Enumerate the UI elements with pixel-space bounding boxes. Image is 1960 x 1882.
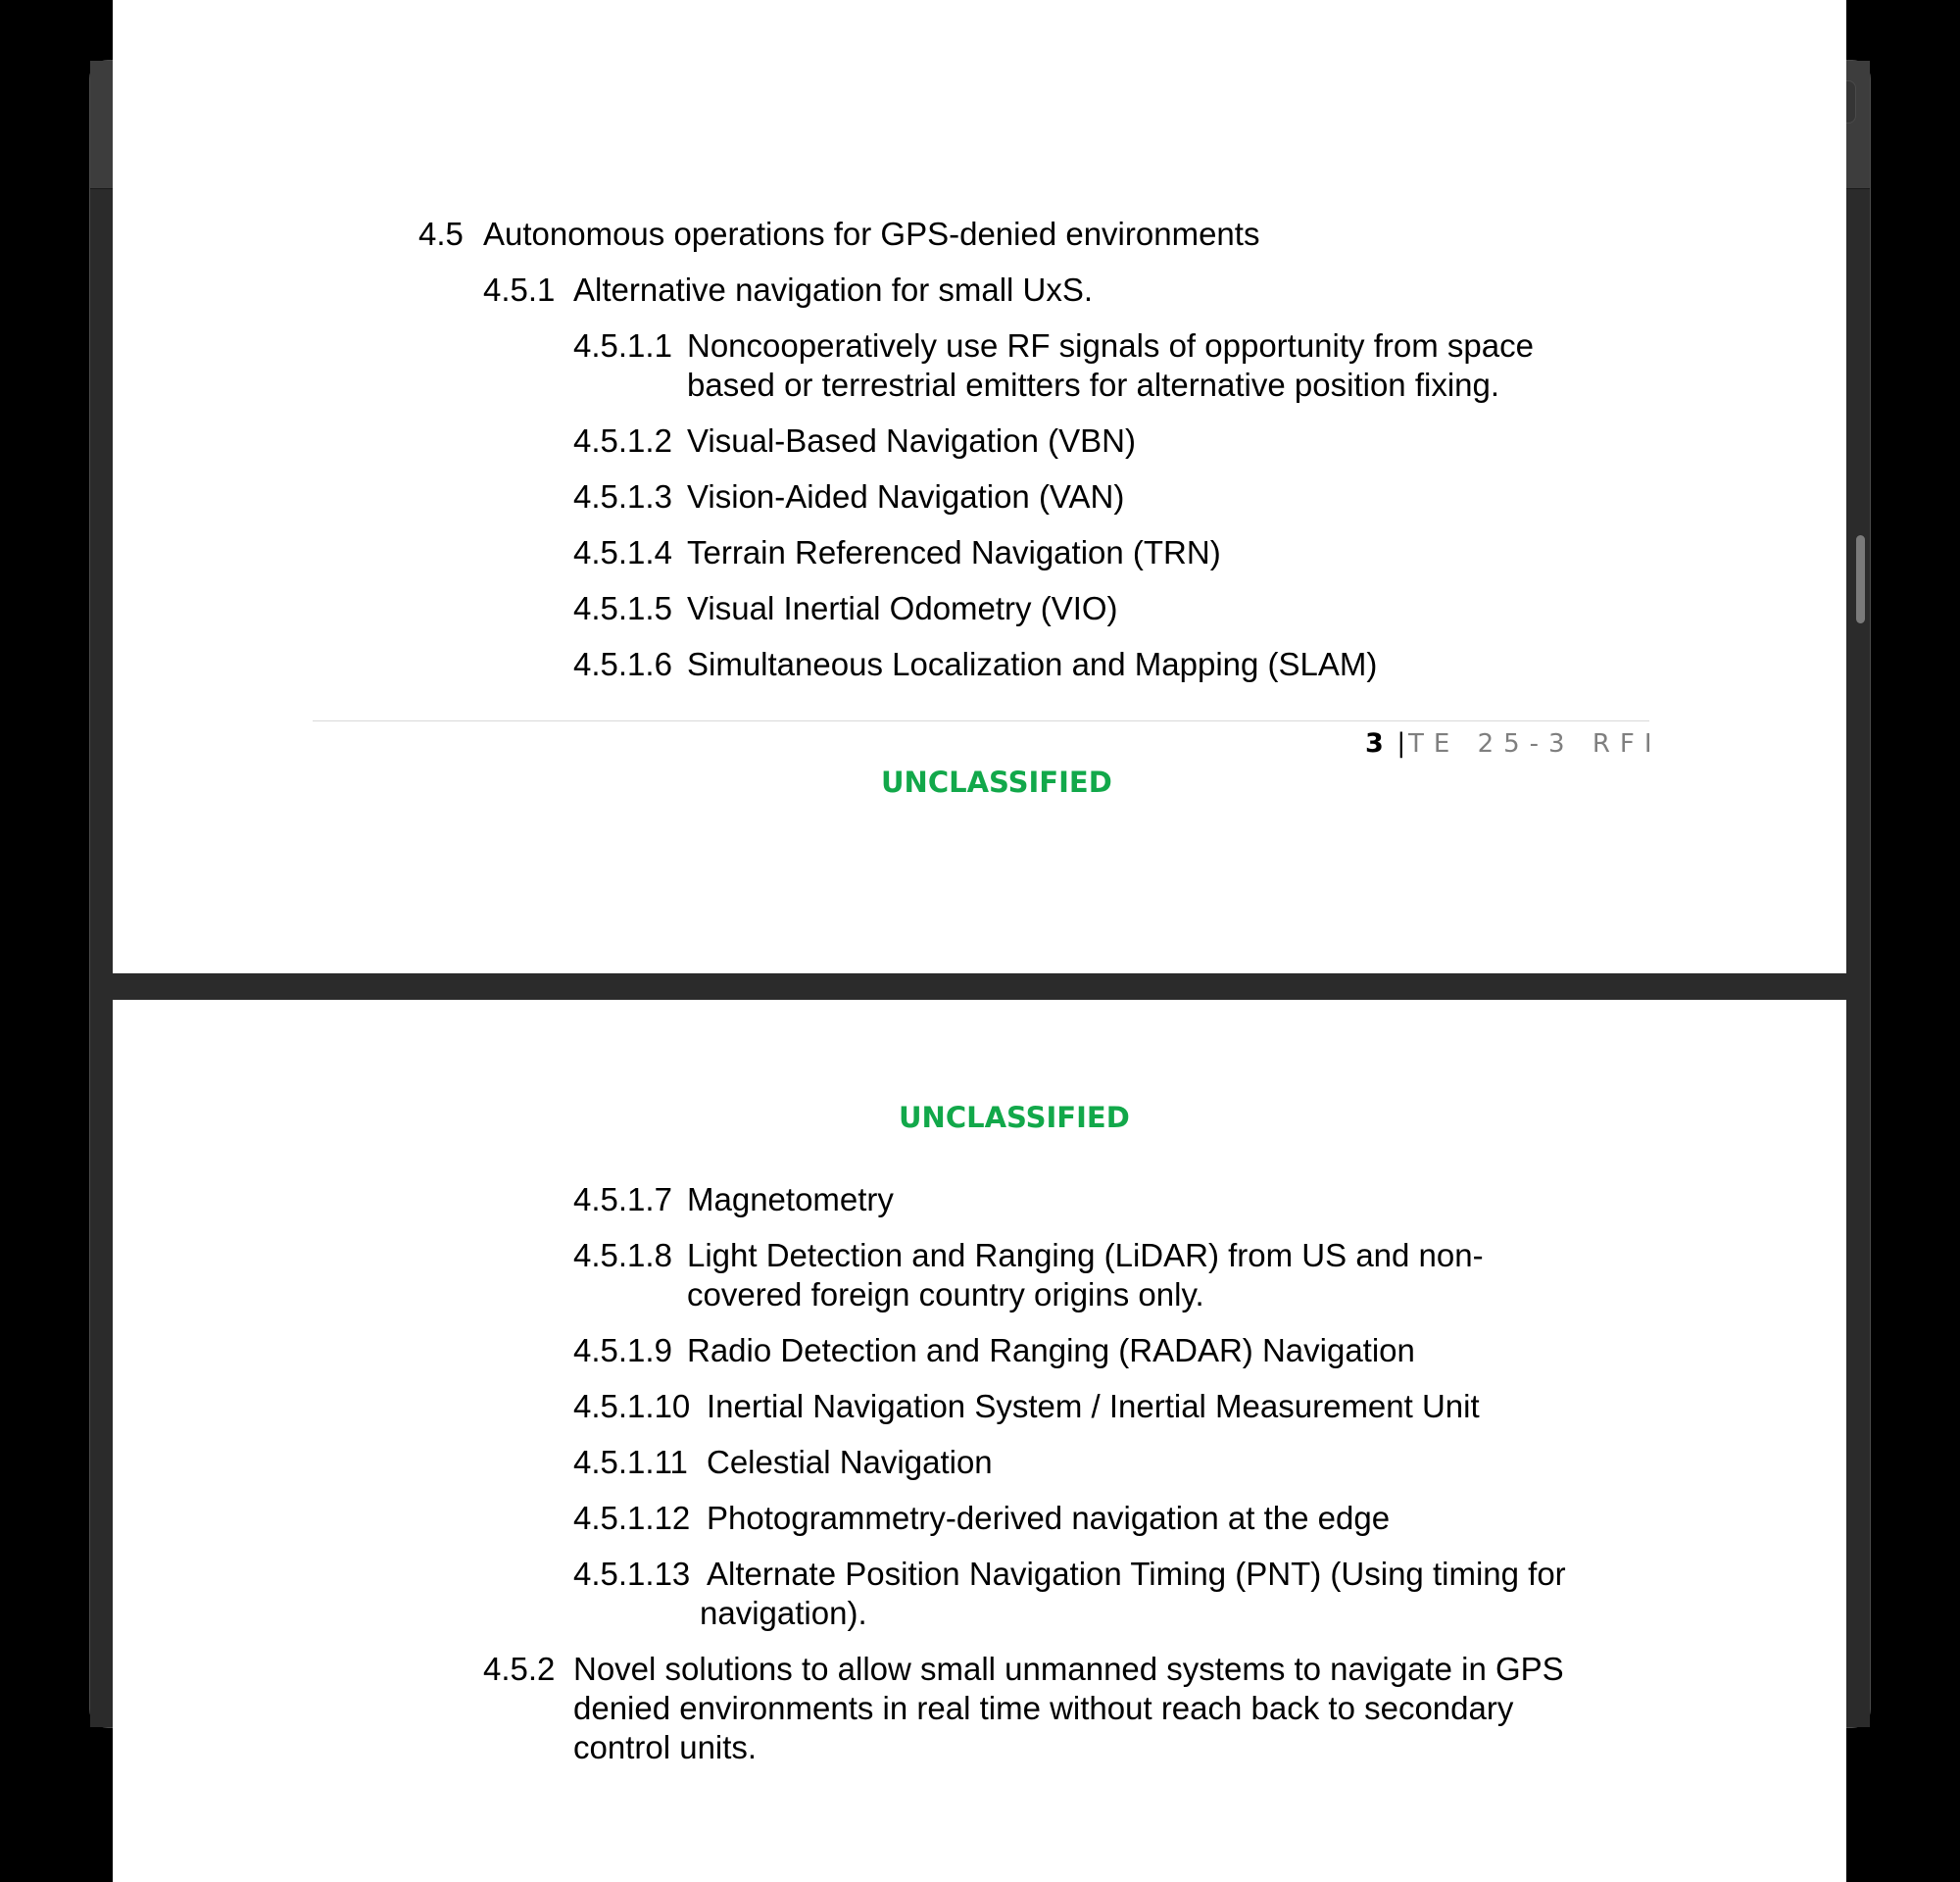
item-text: Terrain Referenced Navigation (TRN) — [687, 534, 1221, 570]
item-text: Visual-Based Navigation (VBN) — [687, 422, 1136, 459]
item-text: Celestial Navigation — [707, 1444, 993, 1480]
item-text: Inertial Navigation System / Inertial Measurement Unit — [707, 1388, 1480, 1424]
item-text-continued: covered foreign country origins only. — [687, 1276, 1204, 1312]
section-text-continued: control units. — [573, 1729, 758, 1765]
section-text-continued: denied environments in real time without reach back to secondary — [573, 1690, 1514, 1726]
section-title: Autonomous operations for GPS-denied environments — [483, 216, 1260, 252]
footer-rule — [313, 720, 1649, 721]
item-text: Alternate Position Navigation Timing (PNT) (Using timing for — [707, 1556, 1566, 1592]
classification-banner: UNCLASSIFIED — [881, 766, 1112, 799]
item-number: 4.5.1.2 — [573, 422, 672, 459]
item-number: 4.5.1.1 — [573, 327, 672, 364]
item-number: 4.5.1.13 — [573, 1556, 691, 1592]
item-text: Vision-Aided Navigation (VAN) — [687, 478, 1125, 515]
footer-separator: | — [1396, 728, 1406, 759]
item-number: 4.5.1.5 — [573, 590, 672, 626]
item-text: Noncooperatively use RF signals of opportunity from space — [687, 327, 1534, 364]
section-text: Novel solutions to allow small unmanned systems to navigate in GPS — [573, 1651, 1564, 1687]
item-number: 4.5.1.8 — [573, 1237, 672, 1273]
preview-window — [90, 61, 1870, 1765]
footer-page-number — [1365, 728, 1405, 759]
pdf-page-4 — [113, 1000, 1846, 1882]
item-text-continued: based or terrestrial emitters for alternative position fixing. — [687, 367, 1500, 403]
section-title: Alternative navigation for small UxS. — [573, 272, 1094, 308]
item-number: 4.5.1.6 — [573, 646, 672, 682]
item-text: Photogrammetry-derived navigation at the edge — [707, 1500, 1391, 1536]
section-number: 4.5.2 — [483, 1651, 556, 1687]
item-number: 4.5.1.3 — [573, 478, 672, 515]
item-text: Radio Detection and Ranging (RADAR) Navigation — [687, 1332, 1415, 1368]
vertical-scrollbar[interactable] — [1851, 189, 1870, 1727]
item-number: 4.5.1.4 — [573, 534, 672, 570]
item-number: 4.5.1.9 — [573, 1332, 672, 1368]
classification-banner: UNCLASSIFIED — [899, 1101, 1130, 1134]
item-text-continued: navigation). — [700, 1595, 867, 1631]
footer-document-label: TE 25-3 RFI — [1408, 729, 1662, 759]
item-number: 4.5.1.11 — [573, 1444, 688, 1480]
item-text: Magnetometry — [687, 1181, 894, 1217]
scrollbar-thumb[interactable] — [1856, 535, 1865, 623]
pdf-page-3 — [113, 0, 1846, 973]
section-number: 4.5.1 — [483, 272, 556, 308]
item-text: Simultaneous Localization and Mapping (SLAM) — [687, 646, 1378, 682]
item-text: Light Detection and Ranging (LiDAR) from US and non- — [687, 1237, 1484, 1273]
section-number: 4.5 — [418, 216, 464, 252]
page-gap — [113, 973, 1846, 1000]
item-number: 4.5.1.10 — [573, 1388, 691, 1424]
footer-page-number-value: 3 — [1365, 728, 1384, 759]
item-number: 4.5.1.7 — [573, 1181, 672, 1217]
item-text: Visual Inertial Odometry (VIO) — [687, 590, 1118, 626]
item-number: 4.5.1.12 — [573, 1500, 691, 1536]
document-viewport[interactable] — [90, 189, 1870, 1765]
